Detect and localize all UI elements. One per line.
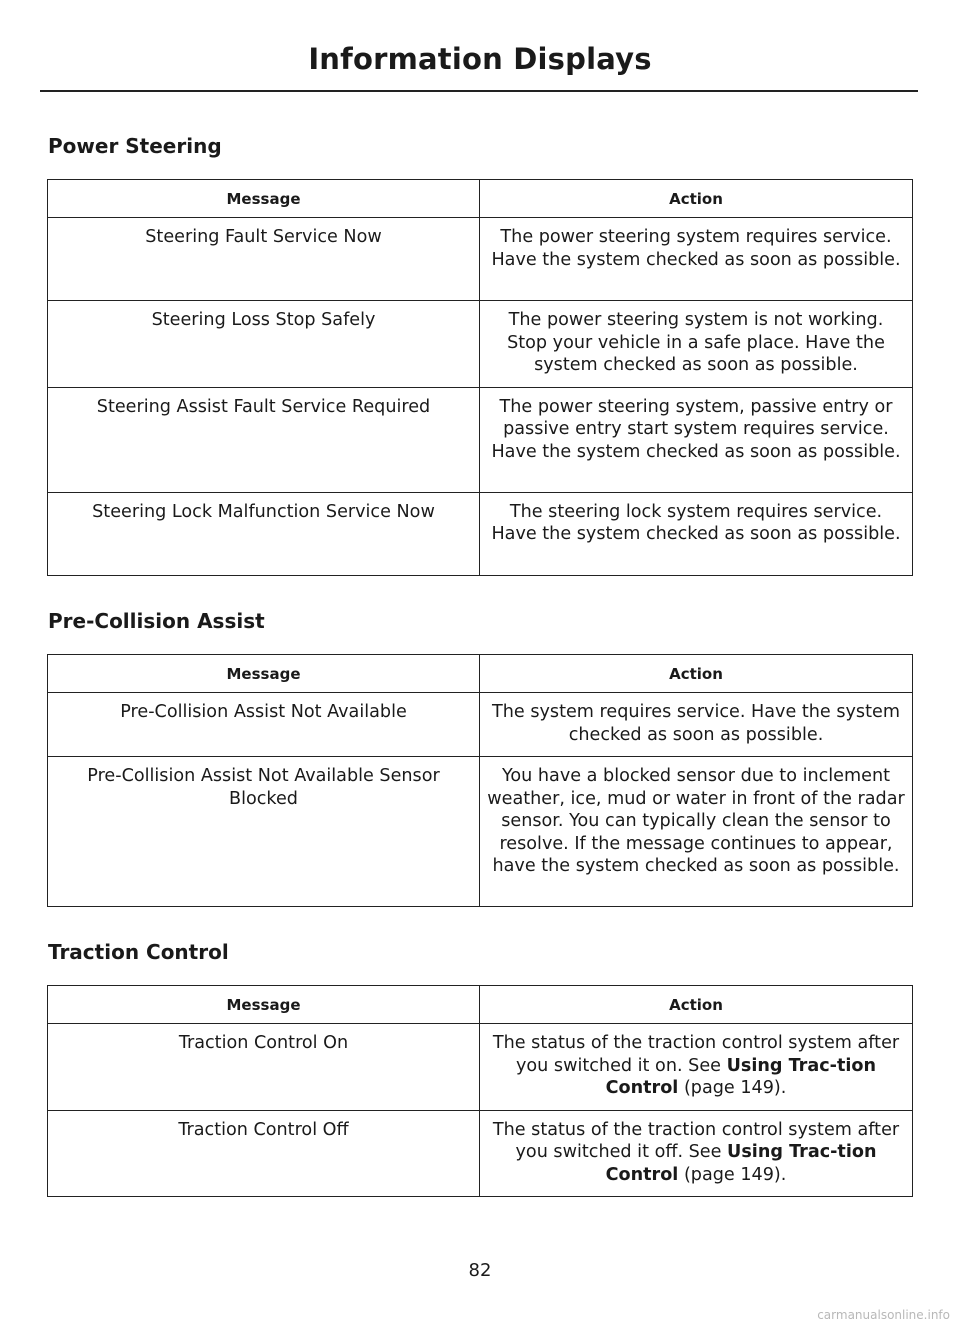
action-cell (480, 1024, 913, 1111)
column-header-action: Action (480, 986, 913, 1024)
header-divider (40, 90, 918, 92)
table-row (48, 492, 913, 575)
column-header-message: Message (48, 986, 480, 1024)
table-row (48, 1110, 913, 1197)
message-cell: Traction Control Off (48, 1110, 480, 1197)
action-cell: The power steering system is not working. Stop your vehicle in a safe place. Have the system checked as soon as possible. (480, 301, 913, 388)
table-row (48, 301, 913, 388)
page-number: 82 (468, 1260, 492, 1281)
action-cell: The steering lock system requires service. Have the system checked as soon as possible. (480, 492, 913, 575)
action-cell: The power steering system requires service. Have the system checked as soon as possible. (480, 218, 913, 301)
table-header-row (48, 655, 913, 693)
message-cell: Steering Lock Malfunction Service Now (48, 492, 480, 575)
message-cell: Steering Loss Stop Safely (48, 301, 480, 388)
pre-collision-assist-table (47, 654, 913, 907)
page-reference: (page 149). (683, 1078, 787, 1098)
action-cell: You have a blocked sensor due to inclement weather, ice, mud or water in front of the radar sensor. You can typically clean the sensor to resolve. If the message continues to appear, have the system checked as soon as possible. (480, 757, 913, 907)
section-title-pre-collision-assist: Pre-Collision Assist (48, 609, 265, 633)
cross-reference-link[interactable]: Using Trac-tion Control (605, 1055, 876, 1098)
message-cell: Steering Assist Fault Service Required (48, 387, 480, 492)
table-header-row (48, 180, 913, 218)
traction-control-table (47, 985, 913, 1197)
table-row (48, 757, 913, 907)
column-header-action: Action (480, 655, 913, 693)
column-header-message: Message (48, 180, 480, 218)
action-text: The status of the traction control system after you switched it on. See (492, 1033, 900, 1076)
action-cell: The system requires service. Have the system checked as soon as possible. (480, 693, 913, 757)
message-cell: Pre-Collision Assist Not Available Sensor Blocked (48, 757, 480, 907)
section-title-power-steering: Power Steering (48, 134, 222, 158)
column-header-action: Action (480, 180, 913, 218)
watermark: carmanualsonline.info (817, 1308, 950, 1322)
page-header-title: Information Displays (308, 42, 652, 76)
power-steering-table (47, 179, 913, 576)
table-row (48, 387, 913, 492)
message-cell: Pre-Collision Assist Not Available (48, 693, 480, 757)
message-cell: Traction Control On (48, 1024, 480, 1111)
table-row (48, 1024, 913, 1111)
action-cell (480, 1110, 913, 1197)
cross-reference-link[interactable]: Using Trac-tion Control (605, 1142, 877, 1185)
section-title-traction-control: Traction Control (48, 940, 229, 964)
message-cell: Steering Fault Service Now (48, 218, 480, 301)
table-row (48, 218, 913, 301)
column-header-message: Message (48, 655, 480, 693)
table-header-row (48, 986, 913, 1024)
action-cell: The power steering system, passive entry or passive entry start system requires service. Have the system checked as soon as possible. (480, 387, 913, 492)
page-reference: (page 149). (683, 1164, 787, 1185)
table-row (48, 693, 913, 757)
action-text: The status of the traction control system after you switched it off. See (492, 1119, 900, 1162)
